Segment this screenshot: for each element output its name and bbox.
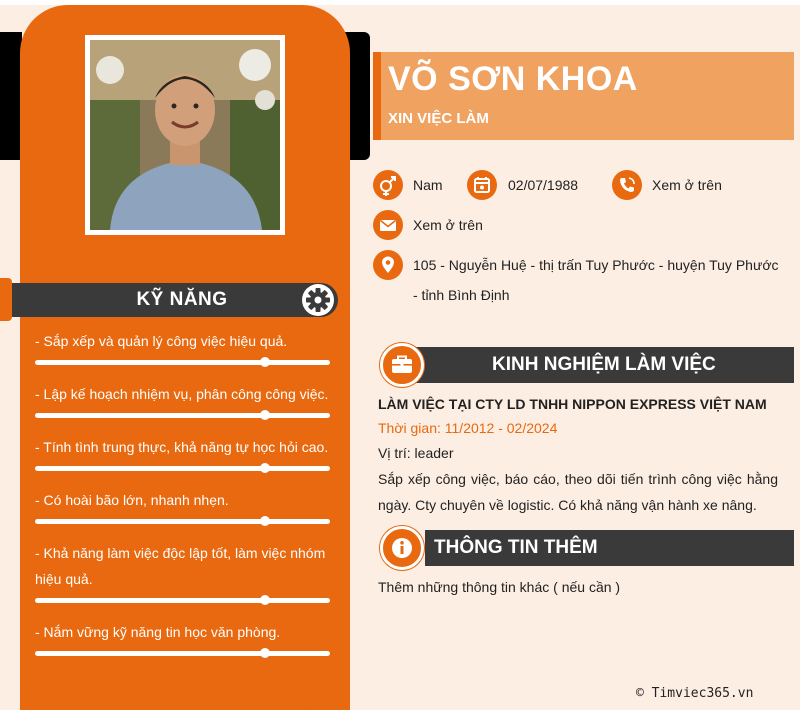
experience-period: Thời gian: 11/2012 - 02/2024 [378, 420, 558, 436]
address-line-2: - tỉnh Bình Định [413, 287, 510, 303]
email-value: Xem ở trên [413, 217, 483, 233]
briefcase-icon [380, 343, 424, 387]
birthday-value: 02/07/1988 [508, 177, 579, 193]
decor-black-left [0, 32, 22, 160]
gender-value: Nam [413, 177, 443, 193]
skill-item: - Khả năng làm việc độc lập tốt, làm việc nhóm hiệu quả. [35, 545, 326, 587]
experience-position: Vị trí: leader [378, 445, 454, 461]
skill-item: - Có hoài bão lớn, nhanh nhẹn. [35, 492, 229, 508]
skills-title: KỸ NĂNG [136, 289, 228, 310]
skills-tab-accent [0, 278, 12, 321]
footer-watermark[interactable]: © Timviec365.vn [636, 686, 754, 701]
skill-bar [35, 519, 330, 524]
phone-value: Xem ở trên [652, 177, 722, 193]
skills-header [12, 283, 338, 317]
email-icon [373, 210, 403, 240]
location-icon [373, 250, 403, 280]
skill-item: - Nắm vững kỹ năng tin học văn phòng. [35, 624, 281, 640]
candidate-name: VÕ SƠN KHOA [388, 60, 638, 98]
experience-description: Sắp xếp công việc, báo cáo, theo dõi tiến trình công việc hằng ngày. Cty chuyên về logistic. Có khả năng vận hành xe nâng. [378, 471, 778, 513]
skill-item: - Tính tình trung thực, khả năng tự học hỏi cao. [35, 439, 329, 455]
skill-bar [35, 651, 330, 656]
experience-company: LÀM VIỆC TẠI CTY LD TNHH NIPPON EXPRESS VIỆT NAM [378, 396, 767, 412]
additional-title: THÔNG TIN THÊM [434, 537, 598, 558]
skill-bar [35, 413, 330, 418]
experience-title: KINH NGHIỆM LÀM VIỆC [492, 354, 716, 375]
name-banner-accent [373, 52, 381, 140]
info-icon [380, 526, 424, 570]
skill-item: - Sắp xếp và quản lý công việc hiệu quả. [35, 333, 288, 349]
gear-icon [302, 284, 334, 316]
skill-item: - Lập kế hoạch nhiệm vụ, phân công công việc. [35, 386, 329, 402]
phone-icon [612, 170, 642, 200]
avatar [85, 35, 285, 235]
avatar-photo [90, 40, 280, 230]
job-title: XIN VIỆC LÀM [388, 110, 489, 127]
additional-text: Thêm những thông tin khác ( nếu cần ) [378, 579, 621, 595]
calendar-icon [467, 170, 497, 200]
skill-bar [35, 360, 330, 365]
address-line-1: 105 - Nguyễn Huệ - thị trấn Tuy Phước - huyện Tuy Phước [413, 257, 779, 273]
gender-icon [373, 170, 403, 200]
skill-bar [35, 598, 330, 603]
skill-bar [35, 466, 330, 471]
